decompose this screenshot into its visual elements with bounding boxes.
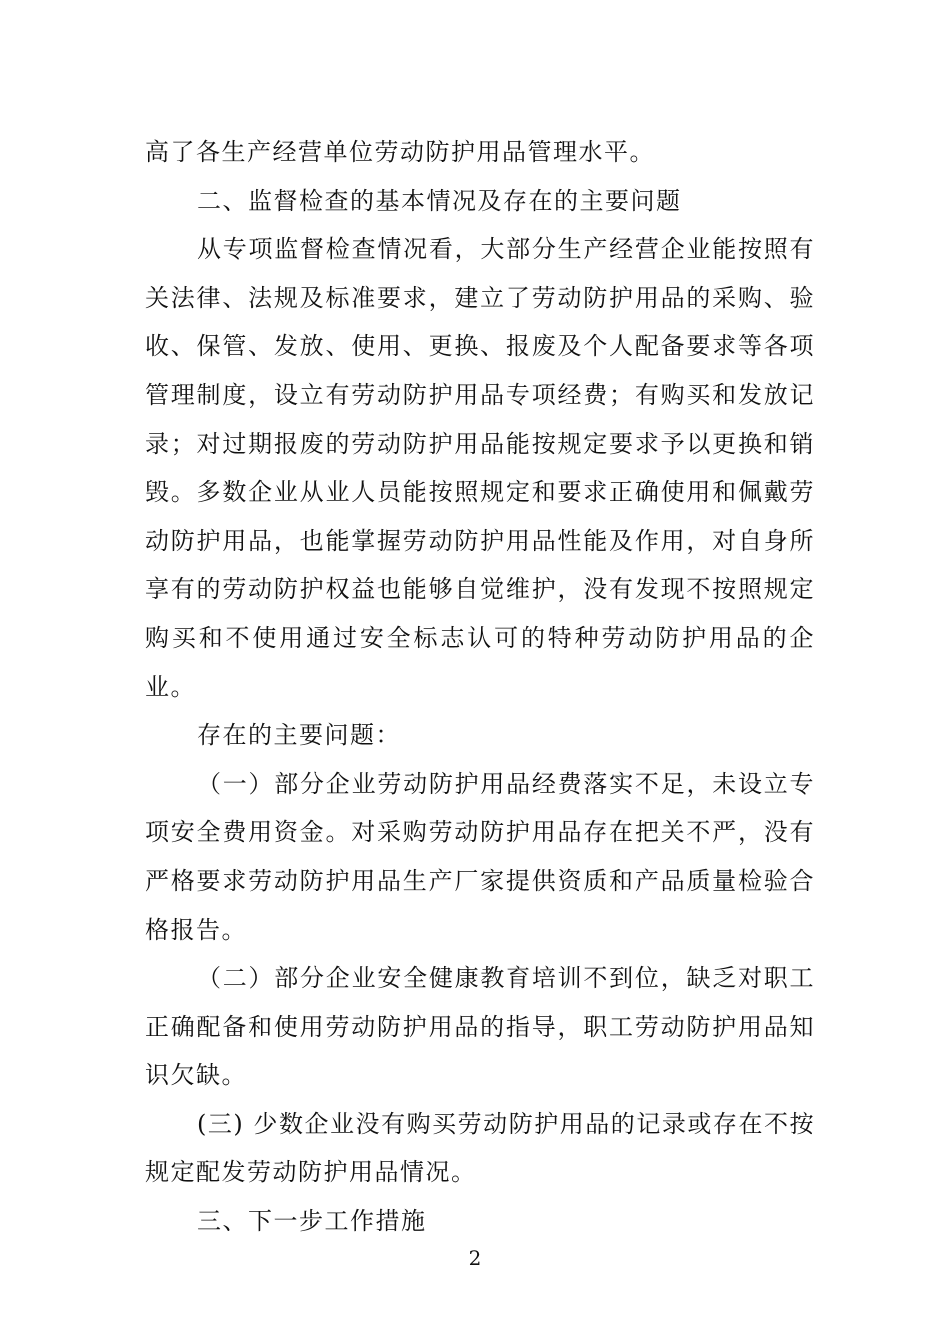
paragraph-continuation: 高了各生产经营单位劳动防护用品管理水平。 (145, 138, 655, 166)
problem-item-3: (三) 少数企业没有购买劳动防护用品的记录或存在不按规定配发劳动防护用品情况。 (145, 1109, 815, 1187)
section-heading-2: 二、监督检查的基本情况及存在的主要问题 (197, 186, 682, 215)
problem-item-2: （二）部分企业安全健康教育培训不到位，缺乏对职工正确配备和使用劳动防护用品的指导，职工劳动防护用品知识欠缺。 (145, 964, 815, 1090)
subheading-main-problems: 存在的主要问题： (197, 721, 401, 750)
paragraph-inspection-findings: 从专项监督检查情况看，大部分生产经营企业能按照有关法律、法规及标准要求，建立了劳动防护用品的采购、验收、保管、发放、使用、更换、报废及个人配备要求等各项管理制度，设立有劳动防护用品专项经费；有购买和发放记录；对过期报废的劳动防护用品能按规定要求予以更换和销毁。多数企业从业人员能按照规定和要求正确使用和佩戴劳动防护用品，也能掌握劳动防护用品性能及作用，对自身所享有的劳动防护权益也能够自觉维护，没有发现不按照规定购买和不使用通过安全标志认可的特种劳动防护用品的企业。 (145, 235, 815, 701)
document-body (145, 128, 815, 1246)
section-heading-3: 三、下一步工作措施 (197, 1207, 427, 1236)
page-number: 2 (468, 1246, 482, 1270)
problem-item-1: （一）部分企业劳动防护用品经费落实不足，未设立专项安全费用资金。对采购劳动防护用品存在把关不严，没有严格要求劳动防护用品生产厂家提供资质和产品质量检验合格报告。 (145, 769, 815, 944)
